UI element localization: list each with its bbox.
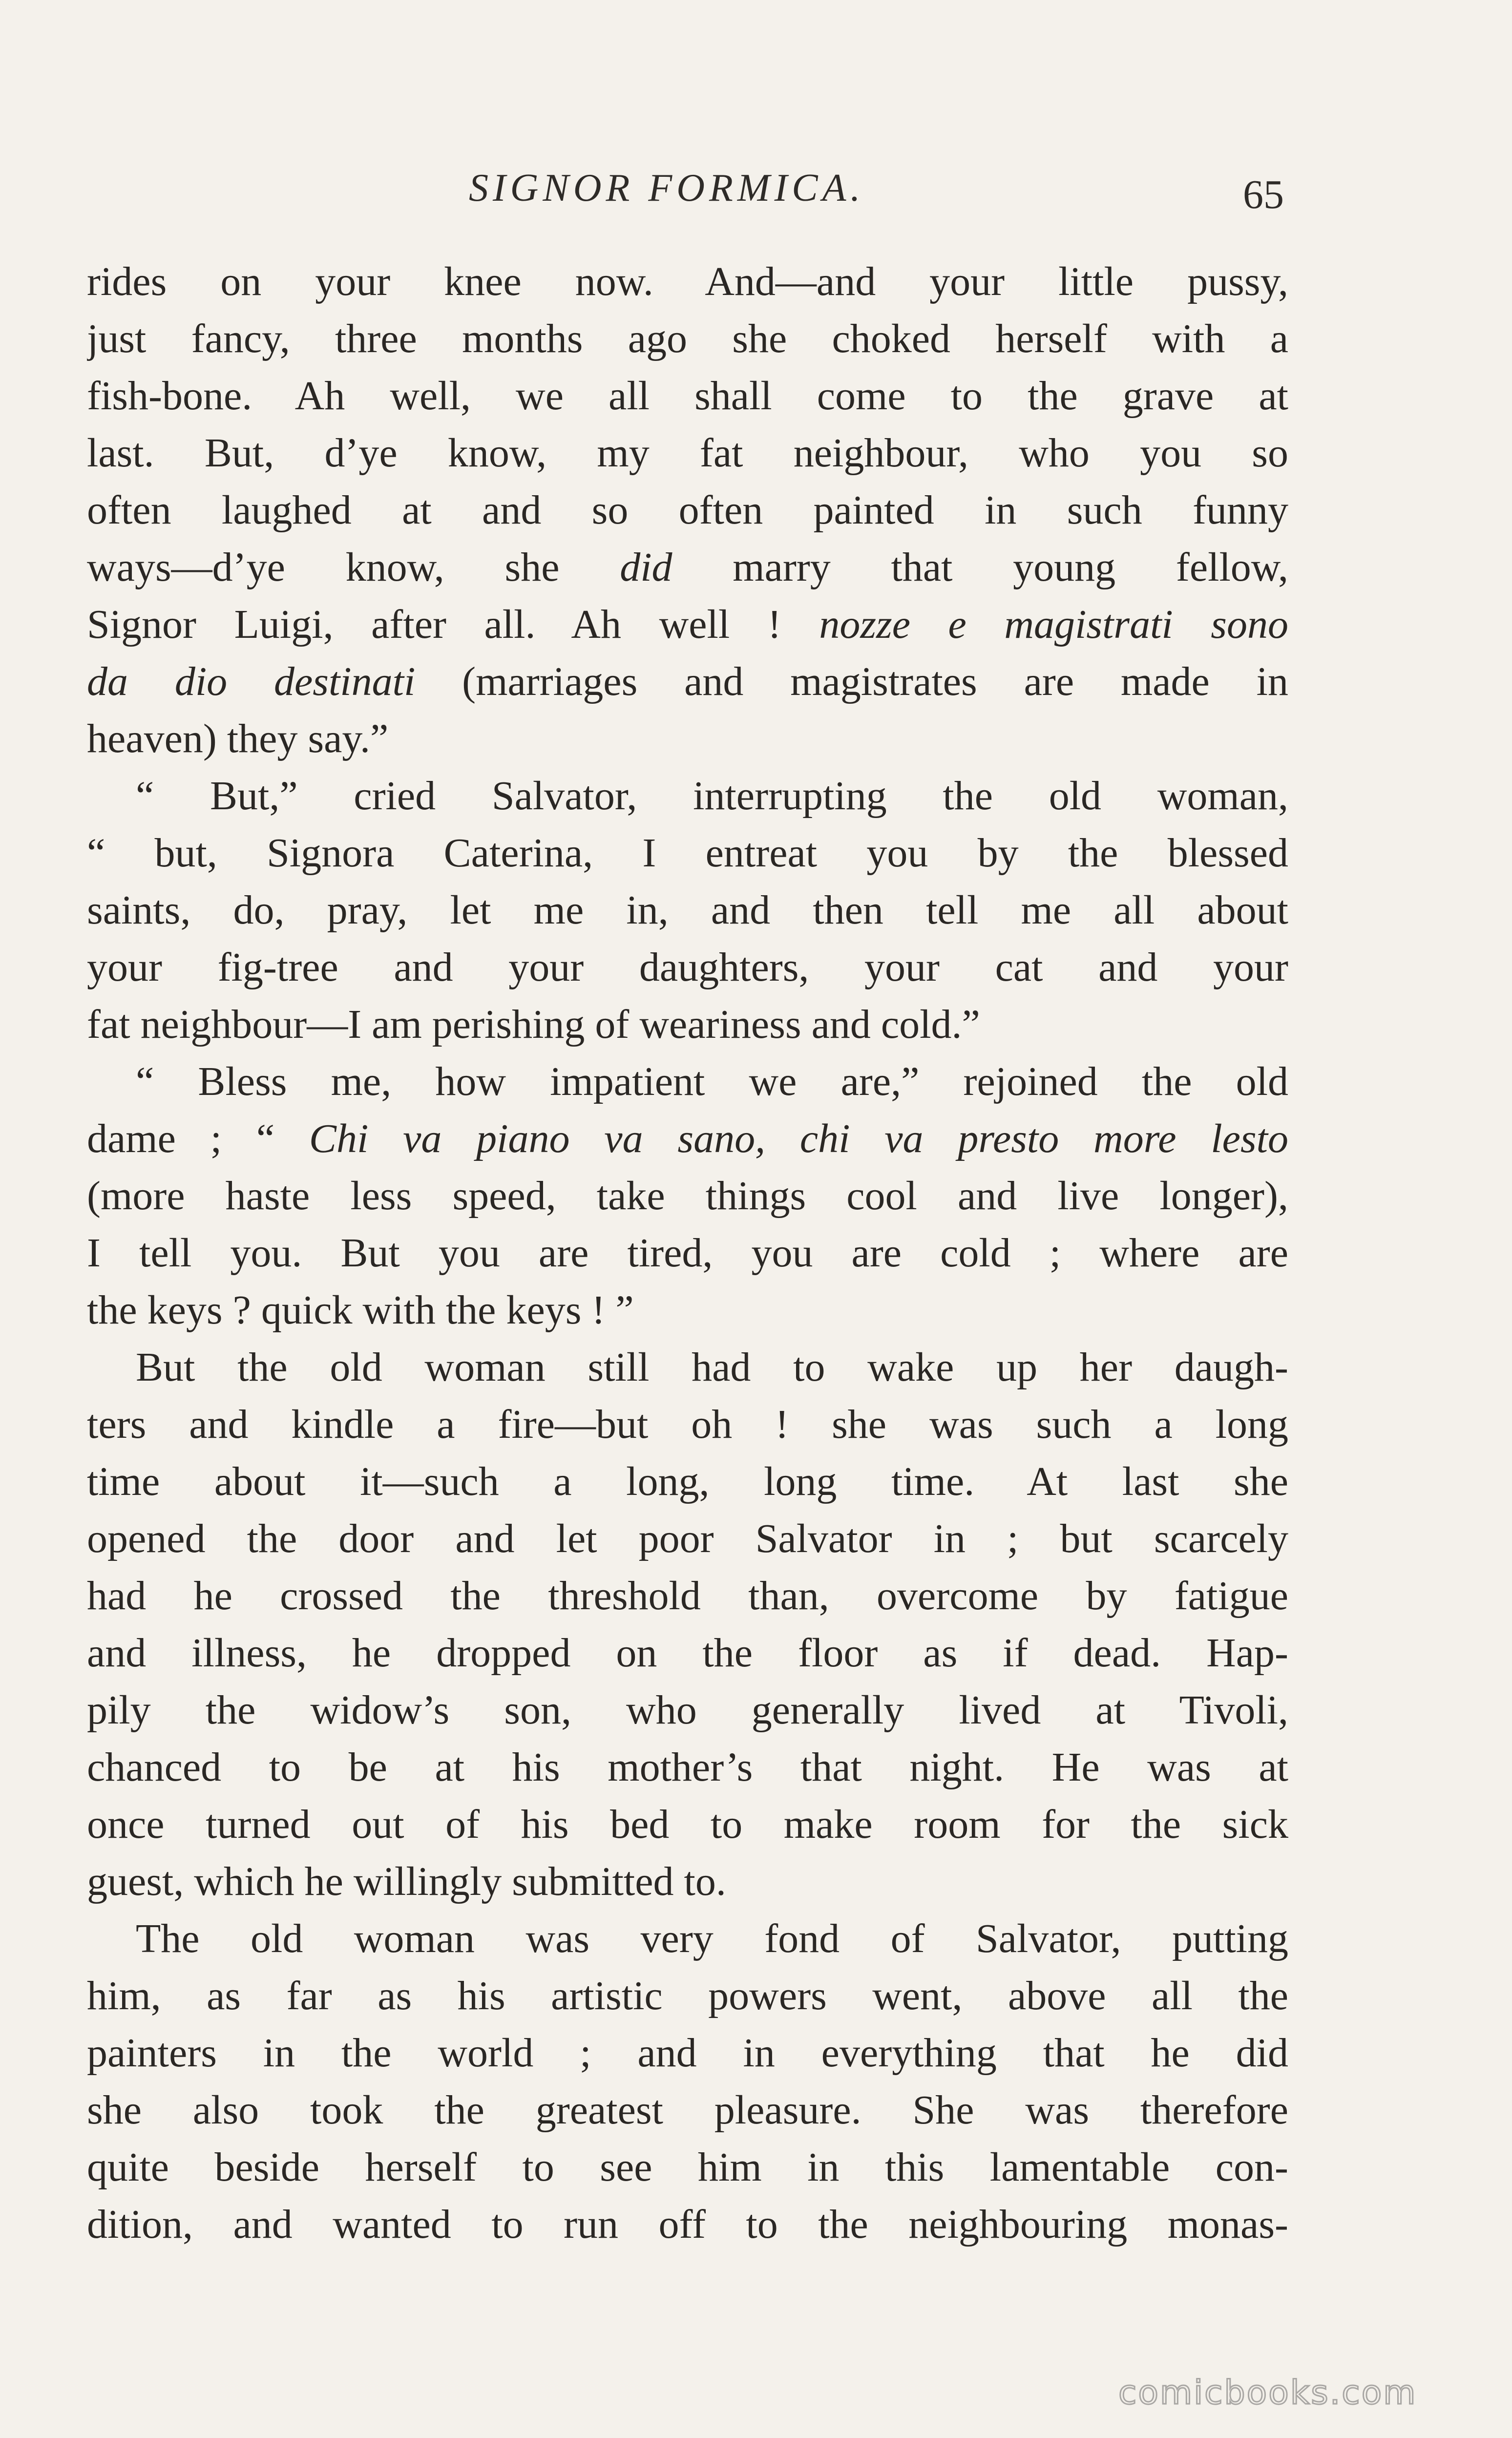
text-run: she also took the greatest pleasure. She was therefore — [87, 2087, 1288, 2133]
text-run: had he crossed the threshold than, overcome by fatigue — [87, 1573, 1288, 1618]
text-line — [87, 1282, 1288, 1339]
text-run: guest, which he willingly submitted to. — [87, 1859, 726, 1904]
text-run: last. But, d’ye know, my fat neighbour, who you so — [87, 430, 1288, 476]
text-line — [87, 1739, 1288, 1796]
text-line — [87, 1053, 1288, 1110]
text-run: fish-bone. Ah well, we all shall come to the grave at — [87, 373, 1288, 419]
italic-phrase: Chi va piano va sano, chi va presto more lesto — [309, 1116, 1288, 1161]
text-line — [87, 767, 1288, 824]
text-line — [87, 2024, 1288, 2081]
text-line — [87, 1453, 1288, 1510]
text-line — [87, 1224, 1288, 1282]
text-line — [87, 1967, 1288, 2024]
text-run: chanced to be at his mother’s that night. He was at — [87, 1744, 1288, 1790]
text-run: just fancy, three months ago she choked herself with a — [87, 316, 1288, 361]
text-run: dame ; “ — [87, 1116, 309, 1161]
text-run: and illness, he dropped on the floor as if dead. Hap- — [87, 1630, 1288, 1676]
text-run: time about it—such a long, long time. At last she — [87, 1459, 1288, 1504]
text-run: often laughed at and so often painted in such funny — [87, 487, 1288, 533]
text-line — [87, 1567, 1288, 1624]
text-run: your fig-tree and your daughters, your cat and your — [87, 945, 1288, 990]
italic-phrase: did — [620, 545, 672, 590]
text-run: “ But,” cried Salvator, interrupting the old woman, — [136, 773, 1288, 819]
text-run: (marriages and magistrates are made in — [415, 659, 1288, 704]
text-line — [87, 1396, 1288, 1453]
text-line — [87, 996, 1288, 1053]
page-number: 65 — [1243, 172, 1284, 217]
text-run: pily the widow’s son, who generally lived at Tivoli, — [87, 1687, 1288, 1733]
text-run: painters in the world ; and in everything that he did — [87, 2030, 1288, 2076]
text-run: dition, and wanted to run off to the neighbouring monas- — [87, 2202, 1288, 2247]
text-run: fat neighbour—I am perishing of weariness and cold.” — [87, 1002, 980, 1047]
text-run: rides on your knee now. And—and your little pussy, — [87, 259, 1288, 304]
text-line — [87, 653, 1288, 710]
text-line — [87, 424, 1288, 482]
text-line — [87, 710, 1288, 767]
text-line — [87, 2139, 1288, 2196]
text-line — [87, 1339, 1288, 1396]
text-run: quite beside herself to see him in this lamentable con- — [87, 2144, 1288, 2190]
watermark: comicbooks.com — [1118, 2374, 1417, 2412]
text-line — [87, 367, 1288, 424]
text-run: ters and kindle a fire—but oh ! she was such a long — [87, 1402, 1288, 1447]
text-line — [87, 482, 1288, 539]
text-line — [87, 882, 1288, 939]
text-run: marry that young fellow, — [672, 545, 1288, 590]
text-run: Signor Luigi, after all. Ah well ! — [87, 602, 819, 647]
text-line — [87, 1796, 1288, 1853]
text-run: ways—d’ye know, she — [87, 545, 620, 590]
text-run: saints, do, pray, let me in, and then tell me all about — [87, 887, 1288, 933]
text-line — [87, 1853, 1288, 1910]
text-line — [87, 939, 1288, 996]
text-line — [87, 253, 1288, 310]
text-line — [87, 310, 1288, 367]
text-run: heaven) they say.” — [87, 716, 389, 761]
text-line — [87, 596, 1288, 653]
text-run: once turned out of his bed to make room for the sick — [87, 1802, 1288, 1847]
text-line — [87, 1624, 1288, 1681]
text-line — [87, 824, 1288, 882]
running-title: SIGNOR FORMICA. — [469, 167, 865, 210]
text-run: him, as far as his artistic powers went, above all the — [87, 1973, 1288, 2018]
text-run: The old woman was very fond of Salvator, putting — [136, 1916, 1288, 1961]
text-run: “ but, Signora Caterina, I entreat you by the blessed — [87, 830, 1288, 876]
text-line — [87, 1910, 1288, 1967]
body-text — [87, 253, 1288, 2253]
italic-phrase: da dio destinati — [87, 659, 416, 704]
text-line — [87, 2196, 1288, 2253]
text-line — [87, 1167, 1288, 1224]
text-run: the keys ? quick with the keys ! ” — [87, 1287, 634, 1333]
text-run: (more haste less speed, take things cool and live longer), — [87, 1173, 1288, 1219]
text-line — [87, 539, 1288, 596]
text-line — [87, 2081, 1288, 2139]
text-line — [87, 1681, 1288, 1739]
text-run: But the old woman still had to wake up her daugh- — [136, 1345, 1288, 1390]
text-line — [87, 1110, 1288, 1167]
text-run: opened the door and let poor Salvator in ; but scarcely — [87, 1516, 1288, 1561]
italic-phrase: nozze e magistrati sono — [819, 602, 1288, 647]
text-line — [87, 1510, 1288, 1567]
text-run: “ Bless me, how impatient we are,” rejoined the old — [136, 1059, 1288, 1104]
text-run: I tell you. But you are tired, you are cold ; where are — [87, 1230, 1288, 1276]
